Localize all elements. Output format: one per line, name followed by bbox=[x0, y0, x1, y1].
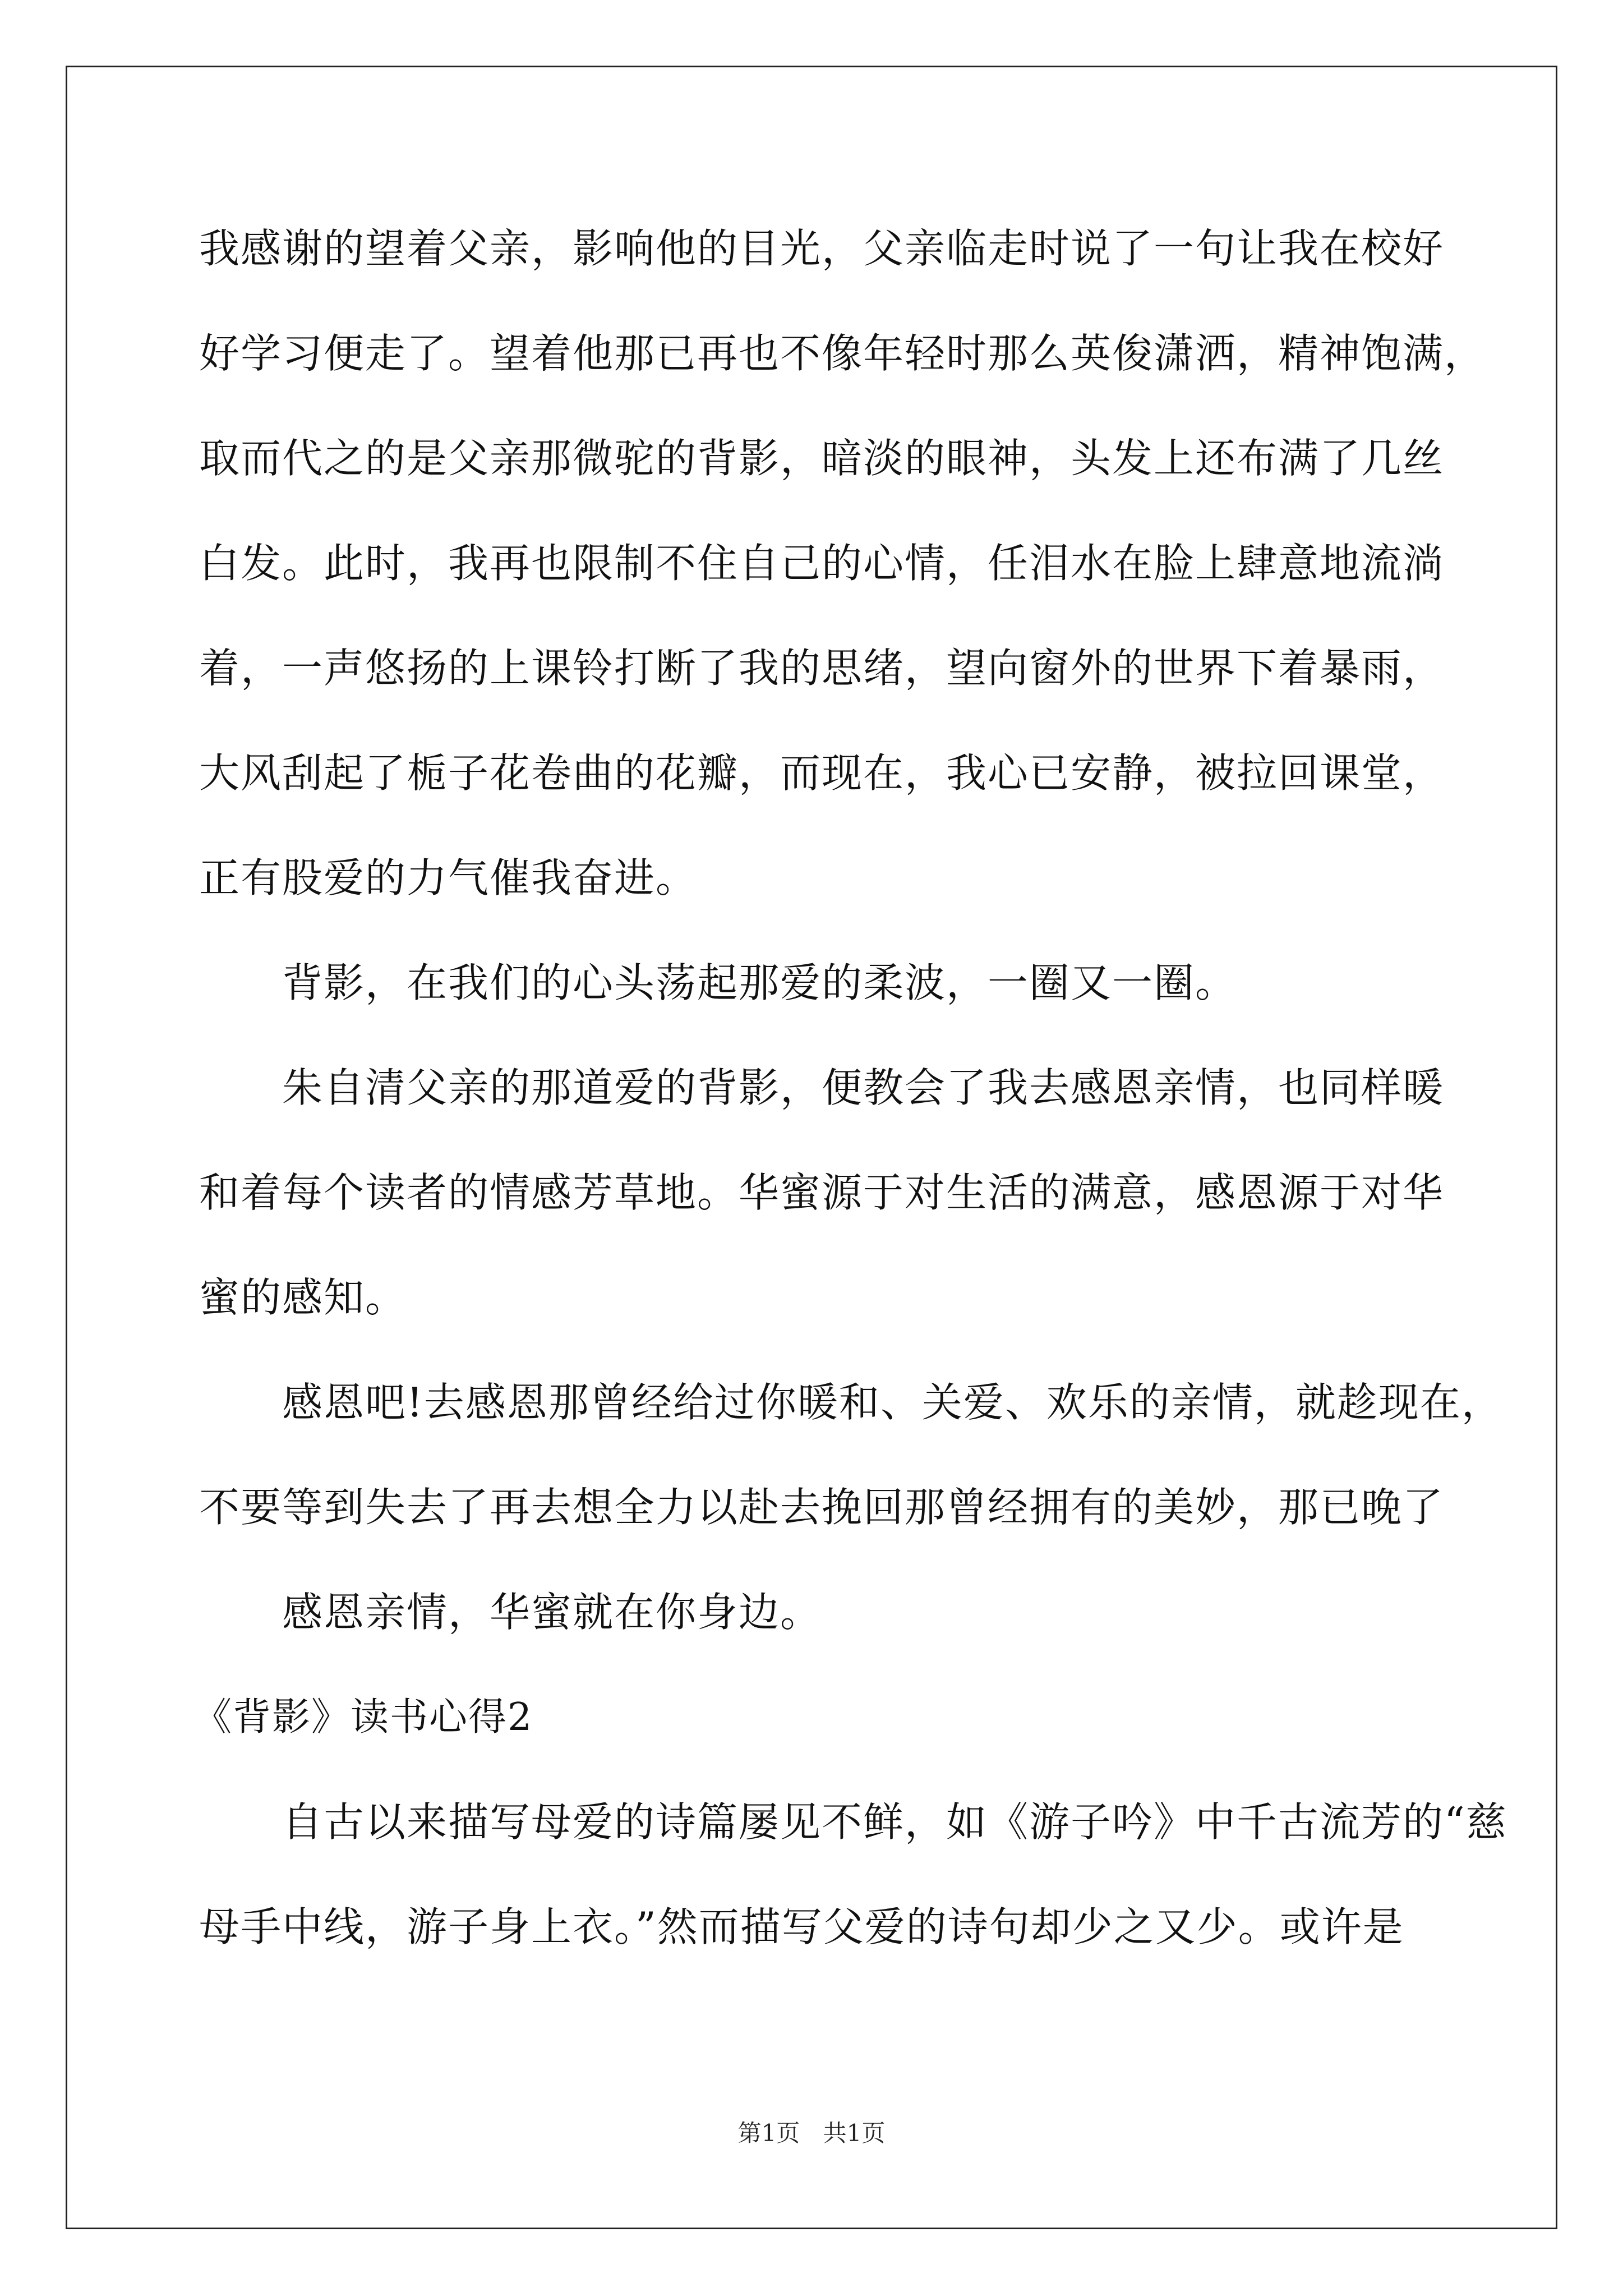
text-line: 取而代之的是父亲那微驼的背影，暗淡的眼神，头发上还布满了几丝 bbox=[199, 435, 1445, 482]
text-line: 正有股爱的力气催我奋进。 bbox=[199, 854, 698, 901]
text-line: 不要等到失去了再去想全力以赴去挽回那曾经拥有的美妙，那已晚了 bbox=[199, 1484, 1445, 1531]
text-line: 和着每个读者的情感芳草地。华蜜源于对生活的满意，感恩源于对华 bbox=[199, 1169, 1445, 1216]
text-line: 着，一声悠扬的上课铃打断了我的思绪，望向窗外的世界下着暴雨， bbox=[199, 645, 1445, 692]
paragraph-start-line: 朱自清父亲的那道爱的背影，便教会了我去感恩亲情，也同样暖 bbox=[282, 1064, 1445, 1111]
paragraph-start-line: 背影，在我们的心头荡起那爱的柔波，一圈又一圈。 bbox=[282, 959, 1237, 1006]
section-heading: 《背影》读书心得2 bbox=[193, 1695, 533, 1740]
paragraph-start-line: 感恩亲情，华蜜就在你身边。 bbox=[282, 1589, 822, 1636]
paragraph-start-line: 感恩吧!去感恩那曾经给过你暖和、关爱、欢乐的亲情，就趁现在， bbox=[282, 1379, 1503, 1426]
text-line: 我感谢的望着父亲，影响他的目光，父亲临走时说了一句让我在校好 bbox=[199, 225, 1445, 272]
page-footer bbox=[0, 2115, 1623, 2148]
text-line: 好学习便走了。望着他那已再也不像年轻时那么英俊潇洒，精神饱满， bbox=[199, 330, 1486, 377]
text-line: 白发。此时，我再也限制不住自己的心情，任泪水在脸上肆意地流淌 bbox=[199, 540, 1445, 587]
page-number: 第1页 bbox=[737, 2119, 800, 2147]
text-line: 蜜的感知。 bbox=[199, 1274, 407, 1321]
paragraph-start-line: 自古以来描写母爱的诗篇屡见不鲜，如《游子吟》中千古流芳的“慈 bbox=[282, 1798, 1507, 1846]
text-line: 大风刮起了栀子花卷曲的花瓣，而现在，我心已安静，被拉回课堂， bbox=[199, 749, 1445, 797]
document-body bbox=[193, 196, 1507, 1980]
page-total: 共1页 bbox=[823, 2119, 886, 2147]
text-line: 母手中线，游子身上衣。”然而描写父爱的诗句却少之又少。或许是 bbox=[199, 1903, 1404, 1950]
